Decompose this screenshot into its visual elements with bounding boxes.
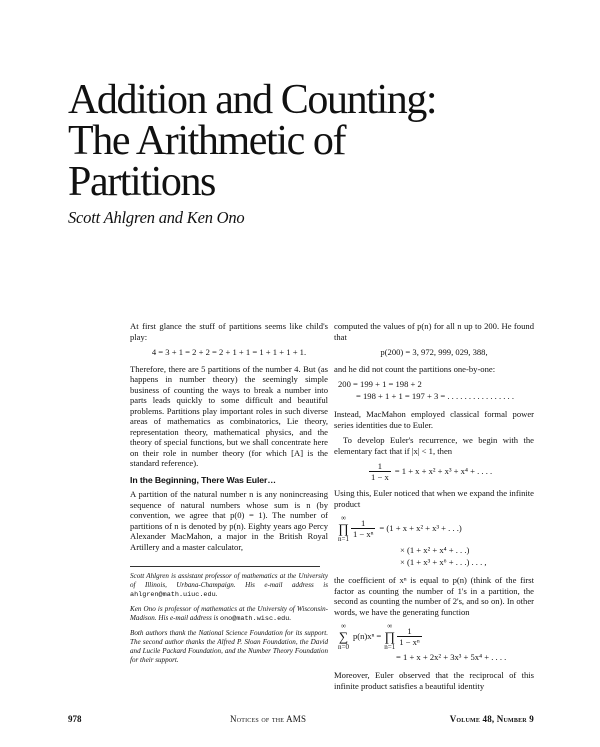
fraction-numerator: 1 bbox=[369, 461, 391, 472]
partition-200-line-1: 200 = 199 + 1 = 198 + 2 bbox=[338, 379, 422, 389]
geometric-series-equation bbox=[334, 461, 534, 482]
partition-200-equation bbox=[334, 379, 534, 403]
generating-function-expansion bbox=[334, 652, 534, 664]
euler-identity-paragraph: Instead, MacMahon employed classical formal power series identities due to Euler. bbox=[334, 409, 534, 430]
partition-200-line-2: = 198 + 1 + 1 = 197 + 3 = . . . . . . . . . . . . . . . . bbox=[356, 391, 514, 401]
product-expansion-continued bbox=[334, 545, 534, 569]
infinite-product-equation bbox=[334, 514, 534, 543]
definition-paragraph: A partition of the natural number n is any nonincreasing sequence of natural numbers whose sum is n (by convention, we agree that p(0) = 1). The number of partitions of n is denoted by p(n). Eighty years ago Percy Alexander MacMahon, a major in the British Royal Artillery and a master calculator, bbox=[130, 489, 328, 552]
sum-lower-limit: n=0 bbox=[338, 643, 349, 651]
footnote-ahlgren: Scott Ahlgren is assistant professor of mathematics at the University of Illinois, Urbana-Champaign. His e-mail address is ahlgren@math.uiuc.edu. bbox=[130, 572, 328, 599]
footnote-ono-text: Ken Ono is professor of mathematics at the University of Wisconsin-Madison. His e-mail address is bbox=[130, 605, 328, 622]
fraction-numerator: 1 bbox=[351, 518, 375, 529]
partitions-overview-paragraph: Therefore, there are 5 partitions of the number 4. But (as happens in number theory) the seemingly simple business of counting the ways to break a number into parts leads quickly to some difficult and beautiful problems. Partitions play important roles in such diverse areas of mathematics as combinatorics, Lie theory, representation theory, mathematical physics, and the theory of special functions, but we shall concentrate here on their role in number theory (for which [A] is the standard reference). bbox=[130, 363, 328, 468]
product-symbol: ∏ bbox=[338, 521, 349, 536]
product-expansion-line-3: × (1 + x³ + x⁶ + . . .) . . . , bbox=[400, 557, 487, 567]
sum-symbol: ∑ bbox=[338, 629, 349, 644]
footnote-ono: Ken Ono is professor of mathematics at the University of Wisconsin-Madison. His e-mail address is ono@math.wisc.edu. bbox=[130, 605, 328, 623]
product-operator bbox=[384, 622, 395, 651]
page-number: 978 bbox=[68, 714, 82, 724]
partition-equation: 4 = 3 + 1 = 2 + 2 = 2 + 1 + 1 = 1 + 1 + 1 + 1. bbox=[151, 347, 307, 357]
macmahon-paragraph: computed the values of p(n) for all n up to 200. He found that bbox=[334, 321, 534, 342]
volume-info: Volume 48, Number 9 bbox=[449, 714, 534, 724]
title-line-3: Partitions bbox=[68, 159, 216, 205]
product-lower-limit: n=1 bbox=[338, 535, 349, 543]
product-expansion-line-2: × (1 + x² + x⁴ + . . .) bbox=[400, 545, 470, 555]
product-expansion-line-1: = (1 + x + x² + x³ + . . .) bbox=[379, 523, 462, 534]
product-symbol: ∏ bbox=[384, 629, 396, 644]
article-title bbox=[68, 77, 568, 205]
p200-equation: p(200) = 3, 972, 999, 029, 388, bbox=[380, 347, 488, 357]
footnote-acknowledgments: Both authors thank the National Science Foundation for its support. The second author thanks the Alfred P. Sloan Foundation, the David and Lucile Packard Foundation, and the Number Theory Foundation for their support. bbox=[130, 629, 328, 664]
left-column bbox=[130, 321, 328, 670]
intro-paragraph: At first glance the stuff of partitions seems like child's play: bbox=[130, 321, 328, 342]
infinite-product-paragraph: Using this, Euler noticed that when we expand the infinite product bbox=[334, 488, 534, 509]
geometric-series-rhs: = 1 + x + x² + x³ + x⁴ + . . . . bbox=[394, 466, 493, 477]
right-column bbox=[334, 321, 534, 696]
article-authors: Scott Ahlgren and Ken Ono bbox=[68, 208, 245, 227]
email-link-ono[interactable]: ono@math.wisc.edu bbox=[220, 615, 290, 623]
generating-function-equation bbox=[334, 622, 534, 651]
reciprocal-paragraph: Moreover, Euler observed that the reciprocal of this infinite product satisfies a beautiful identity bbox=[334, 670, 534, 691]
email-link-ahlgren[interactable]: ahlgren@math.uiuc.edu bbox=[130, 591, 216, 599]
sum-operator bbox=[338, 622, 349, 651]
generating-fraction bbox=[397, 626, 421, 647]
title-line-1: Addition and Counting: bbox=[68, 77, 437, 123]
journal-name: Notices of the AMS bbox=[230, 714, 307, 724]
product-operator bbox=[338, 514, 349, 543]
recurrence-paragraph: To develop Euler's recurrence, we begin with the elementary fact that if |x| < 1, then bbox=[334, 435, 534, 456]
coefficient-paragraph: the coefficient of xⁿ is equal to p(n) (think of the first factor as counting the number of 1's in a partition, the second as counting the number of 2's, and so on). In other words, we have the generating function bbox=[334, 575, 534, 617]
fraction-denominator: 1 − xⁿ bbox=[399, 637, 420, 647]
product-fraction bbox=[351, 518, 375, 539]
fraction-denominator: 1 − x bbox=[371, 472, 389, 482]
product-upper-limit: ∞ bbox=[340, 514, 346, 522]
geometric-fraction bbox=[369, 461, 391, 482]
fraction-denominator: 1 − xⁿ bbox=[352, 529, 374, 539]
product-lower-limit: n=1 bbox=[384, 643, 396, 651]
sum-upper-limit: ∞ bbox=[340, 622, 346, 630]
section-heading: In the Beginning, There Was Euler… bbox=[130, 474, 276, 485]
generating-function-lhs: p(n)xⁿ = bbox=[352, 631, 382, 642]
title-line-2: The Arithmetic of bbox=[68, 118, 346, 164]
footnote-ahlgren-text: Scott Ahlgren is assistant professor of mathematics at the University of Illinois, Urbana-Champaign. His e-mail address is bbox=[130, 572, 328, 589]
count-paragraph: and he did not count the partitions one-by-one: bbox=[334, 363, 496, 374]
product-upper-limit: ∞ bbox=[387, 622, 393, 630]
fraction-numerator: 1 bbox=[397, 626, 421, 637]
footnote-divider bbox=[130, 566, 320, 567]
generating-function-series: = 1 + x + 2x² + 3x³ + 5x⁴ + . . . . bbox=[396, 652, 507, 662]
